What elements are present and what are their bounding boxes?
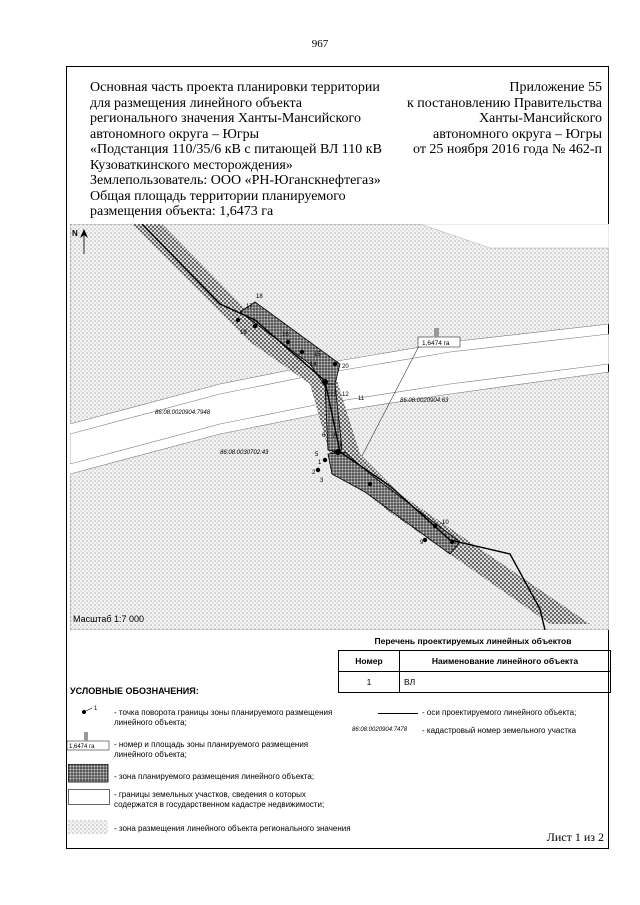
title-line: для размещения линейного объекта <box>90 95 302 111</box>
svg-text:1: 1 <box>94 706 98 712</box>
point-label: 9 <box>420 540 424 546</box>
legend-zone-planned: - зона планируемого размещения линейного объекта; <box>114 772 315 781</box>
point-label: 5 <box>315 452 319 458</box>
appendix-line: Приложение 55 <box>509 80 602 95</box>
turn-point-sample <box>70 704 116 718</box>
appendix-line: Ханты-Мансийского <box>478 111 602 126</box>
row-object-name: ВЛ <box>400 672 611 693</box>
zone-planned-swatch <box>68 764 110 784</box>
objects-table <box>338 650 611 693</box>
title-line: Кузоваткинского месторождения» <box>90 157 293 173</box>
regional-zone-swatch <box>68 820 110 836</box>
appendix-line: к постановлению Правительства <box>406 95 602 111</box>
point-label: 17 <box>246 304 253 310</box>
legend-title: УСЛОВНЫЕ ОБОЗНАЧЕНИЯ: <box>70 686 199 696</box>
point-label: 16 <box>282 332 289 338</box>
legend-land-parcels: - границы земельных участков, сведения о которых содержатся в государственном кадастре недвижимости; <box>114 790 325 809</box>
point-label: 1 <box>318 460 322 466</box>
point-label: 4 <box>332 450 336 456</box>
appendix-block <box>342 80 602 158</box>
axis-line-sample <box>378 713 418 714</box>
point-label: 14 <box>310 362 317 368</box>
appendix-line: автономного округа – Югры <box>433 126 602 142</box>
land-parcel-swatch <box>68 789 110 805</box>
title-line: регионального значения Ханты-Мансийского <box>90 111 361 126</box>
zone-number-sample <box>66 732 114 752</box>
objects-table-title: Перечень проектируемых линейных объектов <box>374 636 572 646</box>
point-label: 11 <box>358 396 365 402</box>
legend-regional-zone: - зона размещения линейного объекта регионального значения <box>114 824 351 833</box>
point-label: 15 <box>314 352 321 358</box>
point-label: 10 <box>442 520 449 526</box>
point-label: 3 <box>320 478 324 484</box>
point-label: 20 <box>342 364 349 370</box>
legend-cadastral: - кадастровый номер земельного участка <box>422 726 577 735</box>
row-number: 1 <box>339 672 400 693</box>
legend-zone-number: - номер и площадь зоны планируемого размещения линейного объекта; <box>114 740 309 759</box>
point-label: 8 <box>338 442 342 448</box>
point-label: 13 <box>330 392 337 398</box>
map-canvas[interactable] <box>70 224 609 630</box>
col-number: Номер <box>339 651 400 672</box>
title-line: «Подстанция 110/35/6 кВ с питающей ВЛ 110 кВ <box>90 142 382 157</box>
cadastral-label-2: 86:08:0020904:63 <box>400 398 449 404</box>
point-label: 12 <box>342 392 349 398</box>
point-label: 19 <box>240 330 247 336</box>
title-line: Общая площадь территории планируемого <box>90 188 346 204</box>
appendix-line: от 25 ноября 2016 года № 462-п <box>413 142 602 157</box>
col-object-name: Наименование линейного объекта <box>400 651 611 672</box>
point-label: 18 <box>256 294 263 300</box>
point-label: 2 <box>312 470 316 476</box>
title-line: автономного округа – Югры <box>90 126 259 142</box>
area-label: 1,6474 га <box>422 340 450 347</box>
area-tag-number <box>434 328 439 337</box>
cadastral-label-3: 86:08:0030702:43 <box>220 450 269 456</box>
svg-text:1,6474 га: 1,6474 га <box>69 744 95 750</box>
page-number: 967 <box>311 38 329 50</box>
title-line: размещения объекта: 1,6473 га <box>90 204 274 219</box>
title-line: Основная часть проекта планировки территории <box>90 80 380 95</box>
table-row <box>339 672 611 693</box>
sheet-number: Лист 1 из 2 <box>546 830 604 844</box>
point-label: 7 <box>332 434 336 440</box>
north-label: N <box>72 229 78 238</box>
title-line: Землепользователь: ООО «РН-Юганскнефтегаз» <box>90 173 381 188</box>
map-scale: Масштаб 1:7 000 <box>73 614 145 624</box>
cadastral-label-1: 86:08:0020904:7948 <box>155 410 211 416</box>
legend-axis: - оси проектируемого линейного объекта; <box>422 708 577 717</box>
cadastral-sample: 86:08:0020904:7478 <box>352 727 408 733</box>
point-label: 6 <box>322 433 326 439</box>
legend-turn-point: - точка поворота границы зоны планируемого размещения линейного объекта; <box>114 708 333 727</box>
